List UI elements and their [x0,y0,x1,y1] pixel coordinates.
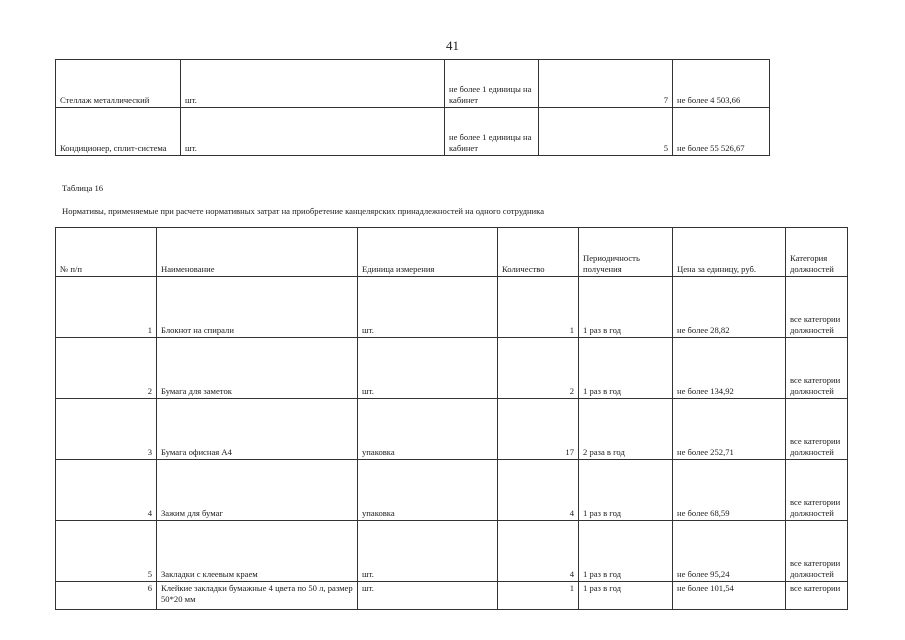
cell-name: Бумага офисная А4 [157,399,358,460]
cell-qty: 4 [498,521,579,582]
cell-qty: 2 [498,338,579,399]
main-table [55,227,848,610]
cell-name: Блокнот на спирали [157,277,358,338]
cell-num: 4 [56,460,157,521]
cell-price: не более 55 526,67 [673,108,770,156]
table-row [56,338,848,399]
cell-category: все категории должностей [786,277,848,338]
cell-period: 1 раз в год [579,277,673,338]
header-unit: Единица измерения [358,228,498,277]
cell-name: Кондиционер, сплит-система [56,108,181,156]
cell-name: Бумага для заметок [157,338,358,399]
cell-num: 1 [56,277,157,338]
cell-unit: шт. [358,521,498,582]
cell-category: все категории должностей [786,338,848,399]
cell-price: не более 252,71 [673,399,786,460]
cell-unit: шт. [358,582,498,610]
cell-norm: не более 1 единицы на кабинет [445,60,539,108]
cell-qty: 17 [498,399,579,460]
cell-unit: упаковка [358,460,498,521]
cell-period: 1 раз в год [579,338,673,399]
cell-qty: 7 [539,60,673,108]
table-header-row [56,228,848,277]
page-number: 41 [446,38,459,53]
header-price: Цена за единицу, руб. [673,228,786,277]
header-category: Категория должностей [786,228,848,277]
cell-category: все категории должностей [786,460,848,521]
cell-price: не более 4 503,66 [673,60,770,108]
cell-category: все категории должностей [786,399,848,460]
cell-price: не более 101,54 [673,582,786,610]
cell-period: 1 раз в год [579,521,673,582]
header-num: № п/п [56,228,157,277]
cell-category: все категории [786,582,848,610]
cell-price: не более 134,92 [673,338,786,399]
table-label: Таблица 16 [62,183,104,193]
cell-name: Закладки с клеевым краем [157,521,358,582]
table-row [56,108,770,156]
header-name: Наименование [157,228,358,277]
cell-num: 2 [56,338,157,399]
cell-unit: шт. [181,60,445,108]
cell-num: 5 [56,521,157,582]
cell-qty: 1 [498,277,579,338]
cell-num: 3 [56,399,157,460]
cell-category: все категории должностей [786,521,848,582]
header-period: Периодичность получения [579,228,673,277]
cell-qty: 4 [498,460,579,521]
cell-name: Стеллаж металлический [56,60,181,108]
cell-qty: 1 [498,582,579,610]
cell-num: 6 [56,582,157,610]
cell-unit: шт. [181,108,445,156]
table-title: Нормативы, применяемые при расчете нормативных затрат на приобретение канцелярских принадлежностей на одного сотрудника [62,206,545,216]
cell-period: 1 раз в год [579,582,673,610]
cell-unit: упаковка [358,399,498,460]
cell-price: не более 28,82 [673,277,786,338]
header-qty: Количество [498,228,579,277]
cell-period: 2 раза в год [579,399,673,460]
table-row [56,521,848,582]
cell-price: не более 68,59 [673,460,786,521]
cell-qty: 5 [539,108,673,156]
cell-name: Зажим для бумаг [157,460,358,521]
cell-price: не более 95,24 [673,521,786,582]
cell-unit: шт. [358,277,498,338]
table-row [56,460,848,521]
cell-unit: шт. [358,338,498,399]
table-row [56,582,848,610]
cell-norm: не более 1 единицы на кабинет [445,108,539,156]
top-table [55,59,770,156]
table-row [56,60,770,108]
cell-period: 1 раз в год [579,460,673,521]
table-row [56,277,848,338]
cell-name: Клейкие закладки бумажные 4 цвета по 50 л, размер 50*20 мм [157,582,358,610]
table-row [56,399,848,460]
